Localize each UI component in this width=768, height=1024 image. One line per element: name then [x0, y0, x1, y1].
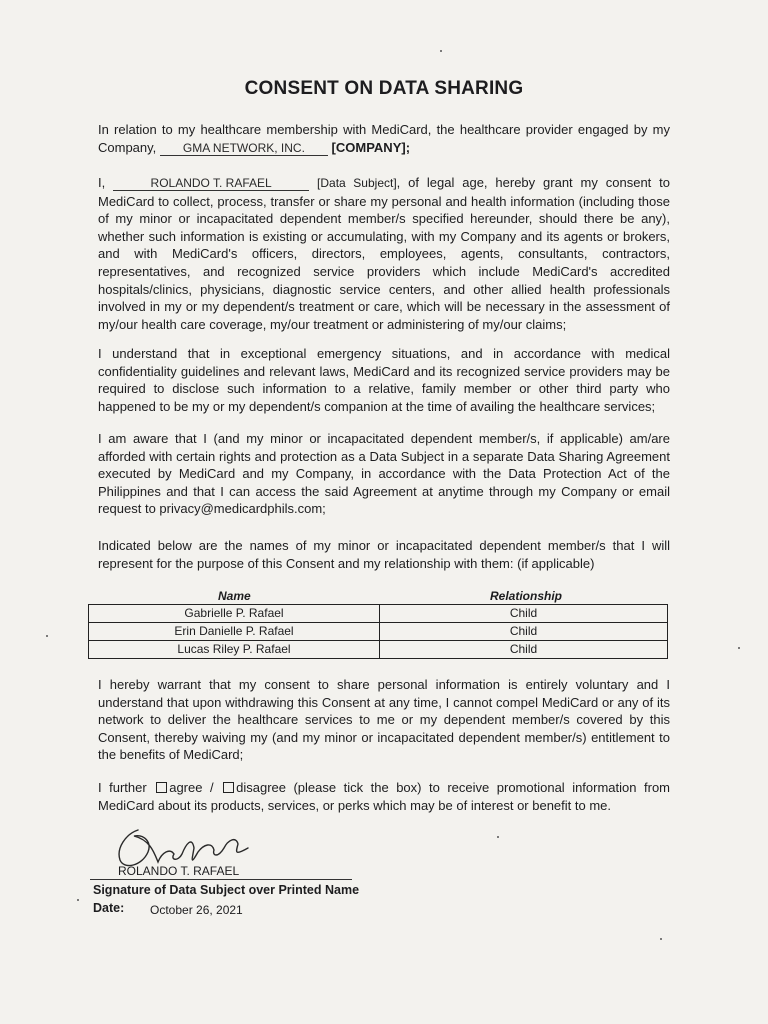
date-label: Date:: [93, 901, 125, 915]
table-row: [89, 605, 668, 623]
data-subject-field: ROLANDO T. RAFAEL: [113, 177, 309, 191]
scan-speck: [440, 50, 442, 52]
scan-speck: [77, 899, 79, 901]
indicated-paragraph: Indicated below are the names of my minor or incapacitated dependent member/s that I will represent for the purpose of this Consent and my relationship with them: (if applicable): [98, 538, 670, 571]
agree-checkbox[interactable]: [156, 782, 167, 793]
table-header-name: Name: [218, 589, 251, 603]
scan-speck: [738, 647, 740, 649]
date-value: October 26, 2021: [150, 903, 243, 917]
understand-paragraph: I understand that in exceptional emergency situations, and in accordance with medical confidentiality guidelines and relevant laws, MediCard and its recognized service providers may be required to disclose such information to a relative, family member or other third party who happened to be my or my dependent/s companion at the time of availing the healthcare services;: [98, 346, 670, 414]
warrant-paragraph: I hereby warrant that my consent to share personal information is entirely voluntary and I understand that upon withdrawing this Consent at any time, I cannot compel MediCard or any of its network to deliver the healthcare services to me or my dependent member/s covered by this Consent, thereby waiving my (and my minor or incapacitated dependent member/s) entitlement to the benefits of MediCard;: [98, 677, 670, 763]
promo-lead-text: I further: [98, 780, 147, 795]
dependent-name: Erin Danielle P. Rafael: [89, 623, 380, 641]
document-title: CONSENT ON DATA SHARING: [244, 78, 524, 99]
promo-paragraph: [98, 779, 670, 814]
scan-speck: [46, 635, 48, 637]
scan-speck: [497, 836, 499, 838]
table-header-relationship: Relationship: [490, 589, 563, 603]
company-field: GMA NETWORK, INC.: [160, 142, 328, 156]
dependent-relationship: Child: [380, 641, 668, 659]
disagree-checkbox[interactable]: [223, 782, 234, 793]
dependent-relationship: Child: [380, 623, 668, 641]
agree-label: agree /: [169, 780, 214, 795]
intro-lead-text: In relation to my healthcare membership with MediCard, the healthcare provider engaged by my Company,: [98, 122, 670, 155]
company-tag: [COMPANY];: [331, 139, 411, 155]
consent-paragraph: [98, 174, 670, 333]
disagree-label: disagree (please tick the box) to receive promotional information from MediCard about its products, services, or perks which may be of interest or benefit to me.: [98, 780, 671, 813]
table-row: [89, 641, 668, 659]
dependent-name: Lucas Riley P. Rafael: [89, 641, 380, 659]
signature-line: [90, 879, 352, 880]
printed-name: ROLANDO T. RAFAEL: [118, 864, 240, 878]
intro-paragraph: [98, 121, 670, 156]
consent-body-text: , of legal age, hereby grant my consent to MediCard to collect, process, transfer or share my personal and health information (including those of my minor or incapacitated dependent member/s specified hereunder, should there be any), whether such information is existing or accumulating, with my Company and its agents or brokers, and with MediCard's officers, directors, employees, agents, consultants, contractors, representatives, and recognized service providers which include MediCard's accredited hospitals/clinics, physicians, diagnostic service centers, and other allied health professionals involved in my or my dependent/s treatment or care, which will be necessary in the assessment of my/our health care coverage, my/our treatment or administering of my/our claims;: [98, 175, 671, 332]
signature-caption: Signature of Data Subject over Printed Name: [93, 883, 360, 897]
consent-lead-text: I,: [98, 175, 106, 190]
dependent-name: Gabrielle P. Rafael: [89, 605, 380, 623]
data-subject-tag: [Data Subject]: [317, 176, 397, 190]
dependent-relationship: Child: [380, 605, 668, 623]
table-row: [89, 623, 668, 641]
scan-speck: [660, 938, 662, 940]
aware-paragraph: I am aware that I (and my minor or incapacitated dependent member/s, if applicable) am/are afforded with certain rights and protection as a Data Subject in a separate Data Sharing Agreement executed by MediCard and my Company, in accordance with the Data Protection Act of the Philippines and that I can access the said Agreement at anytime through my Company or email request to privacy@medicardphils.com;: [98, 431, 670, 517]
dependents-table: [88, 604, 668, 659]
